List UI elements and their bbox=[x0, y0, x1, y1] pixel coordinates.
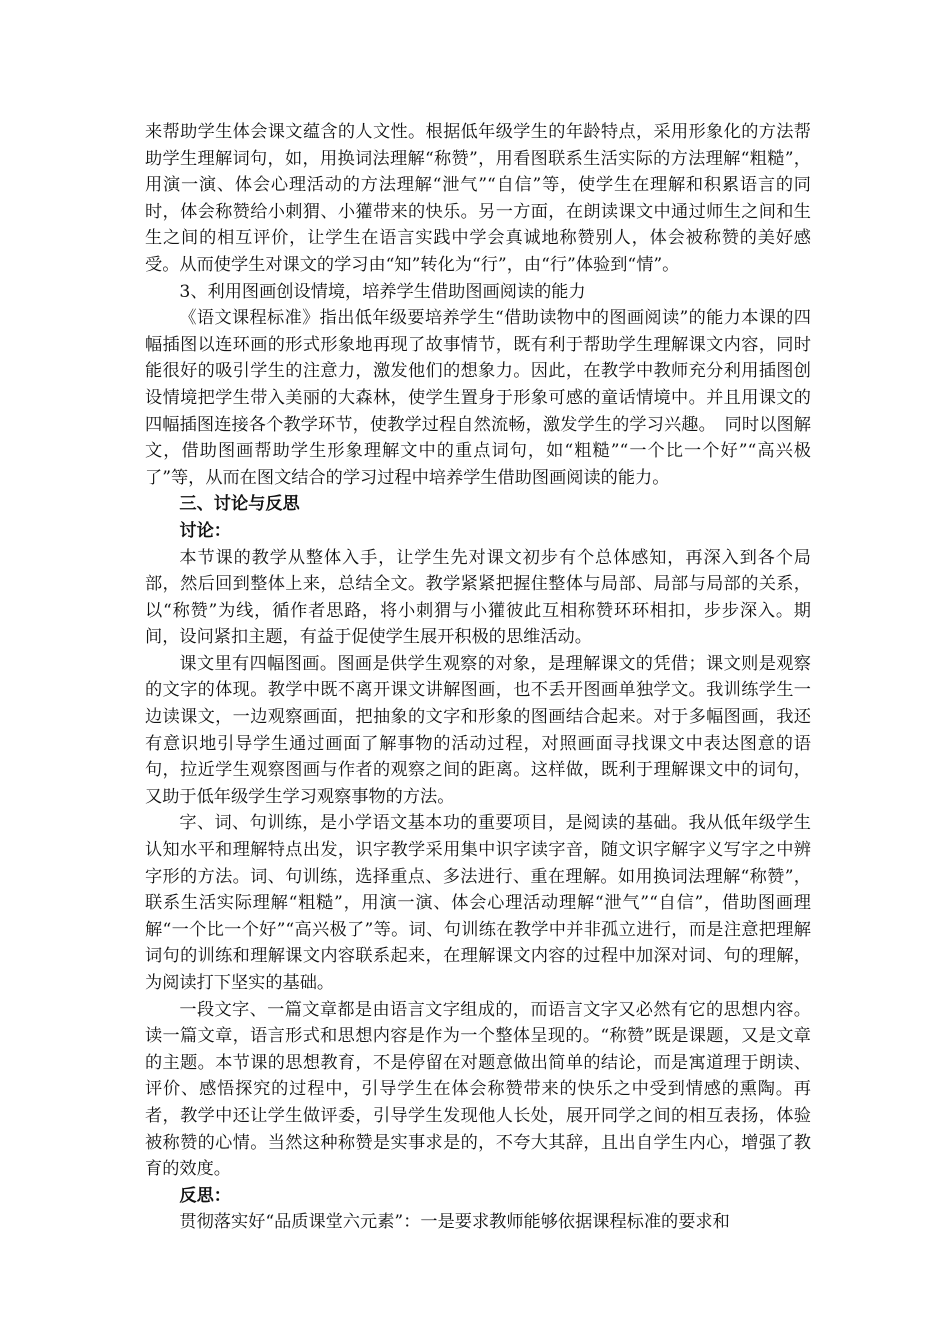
reflection-heading: 反思： bbox=[179, 1185, 231, 1206]
paragraph: 字、词、句训练，是小学语文基本功的重要项目，是阅读的基础。我从低年级学生认知水平和理解特点出发，识字教学采用集中识字读字音，随文识字解字义写字之中辨字形的方法。词、句训练，选择重点、多法进行、重在理解。如用换词法理解“称赞”，联系生活实际理解“粗糙”，用演一演、体会心理活动理解“泄气”“自信”，借助图画理解“一个比一个好”“高兴极了”等。词、句训练在教学中并非孤立进行，而是注意把理解词句的训练和理解课文内容联系起来，在理解课文内容的过程中加深对词、句的理解，为阅读打下坚实的基础。 bbox=[145, 813, 811, 993]
paragraph: 本节课的教学从整体入手，让学生先对课文初步有个总体感知，再深入到各个局部，然后回到整体上来，总结全文。教学紧紧把握住整体与局部、局部与局部的关系，以“称赞”为线，循作者思路，将小刺猬与小獾彼此互相称赞环环相扣，步步深入。期间，设问紧扣主题，有益于促使学生展开积极的思维活动。 bbox=[145, 547, 811, 648]
paragraph: 一段文字、一篇文章都是由语言文字组成的，而语言文字又必然有它的思想内容。读一篇文章，语言形式和思想内容是作为一个整体呈现的。“称赞”既是课题，又是文章的主题。本节课的思想教育，不是停留在对题意做出简单的结论，而是寓道理于朗读、评价、感悟探究的过程中，引导学生在体会称赞带来的快乐之中受到情感的熏陶。再者，教学中还让学生做评委，引导学生发现他人长处，展开同学之间的相互表扬，体验被称赞的心情。当然这种称赞是实事求是的，不夸大其辞，且出自学生内心，增强了教育的效度。 bbox=[145, 999, 811, 1180]
document-page bbox=[145, 119, 811, 1236]
section-heading: 三、讨论与反思 bbox=[179, 494, 300, 515]
discussion-heading: 讨论： bbox=[179, 520, 231, 541]
paragraph: 贯彻落实好“品质课堂六元素”：一是要求教师能够依据课程标准的要求和 bbox=[179, 1212, 730, 1233]
paragraph-continuation: 来帮助学生体会课文蕴含的人文性。根据低年级学生的年龄特点，采用形象化的方法帮助学生理解词句，如，用换词法理解“称赞”，用看图联系生活实际的方法理解“粗糙”，用演一演、体会心理活动的方法理解“泄气”“自信”等，使学生在理解和积累语言的同时，体会称赞给小刺猬、小獾带来的快乐。另一方面，在朗读课文中通过师生之间和生生之间的相互评价，让学生在语言实践中学会真诚地称赞别人，体会被称赞的美好感受。从而使学生对课文的学习由“知”转化为“行”，由“行”体验到“情”。 bbox=[145, 122, 811, 275]
section-subheading: 3、利用图画创设情境，培养学生借助图画阅读的能力 bbox=[179, 281, 586, 302]
paragraph: 《语文课程标准》指出低年级要培养学生“借助读物中的图画阅读”的能力本课的四幅插图以连环画的形式形象地再现了故事情节，既有利于帮助学生理解课文内容，同时能很好的吸引学生的注意力，激发他们的想象力。因此，在教学中教师充分利用插图创设情境把学生带入美丽的大森林，使学生置身于形象可感的童话情境中。并且用课文的四幅插图连接各个教学环节，使教学过程自然流畅，激发学生的学习兴趣。 同时以图解文，借助图画帮助学生形象理解文中的重点词句，如“粗糙”“一个比一个好”“高兴极了”等，从而在图文结合的学习过程中培养学生借助图画阅读的能力。 bbox=[145, 308, 811, 488]
paragraph: 课文里有四幅图画。图画是供学生观察的对象，是理解课文的凭借；课文则是观察的文字的体现。教学中既不离开课文讲解图画，也不丢开图画单独学文。我训练学生一边读课文，一边观察画面，把抽象的文字和形象的图画结合起来。对于多幅图画，我还有意识地引导学生通过画面了解事物的活动过程，对照画面寻找课文中表达图意的语句，拉近学生观察图画与作者的观察之间的距离。这样做，既利于理解课文中的词句，又助于低年级学生学习观察事物的方法。 bbox=[145, 653, 811, 807]
